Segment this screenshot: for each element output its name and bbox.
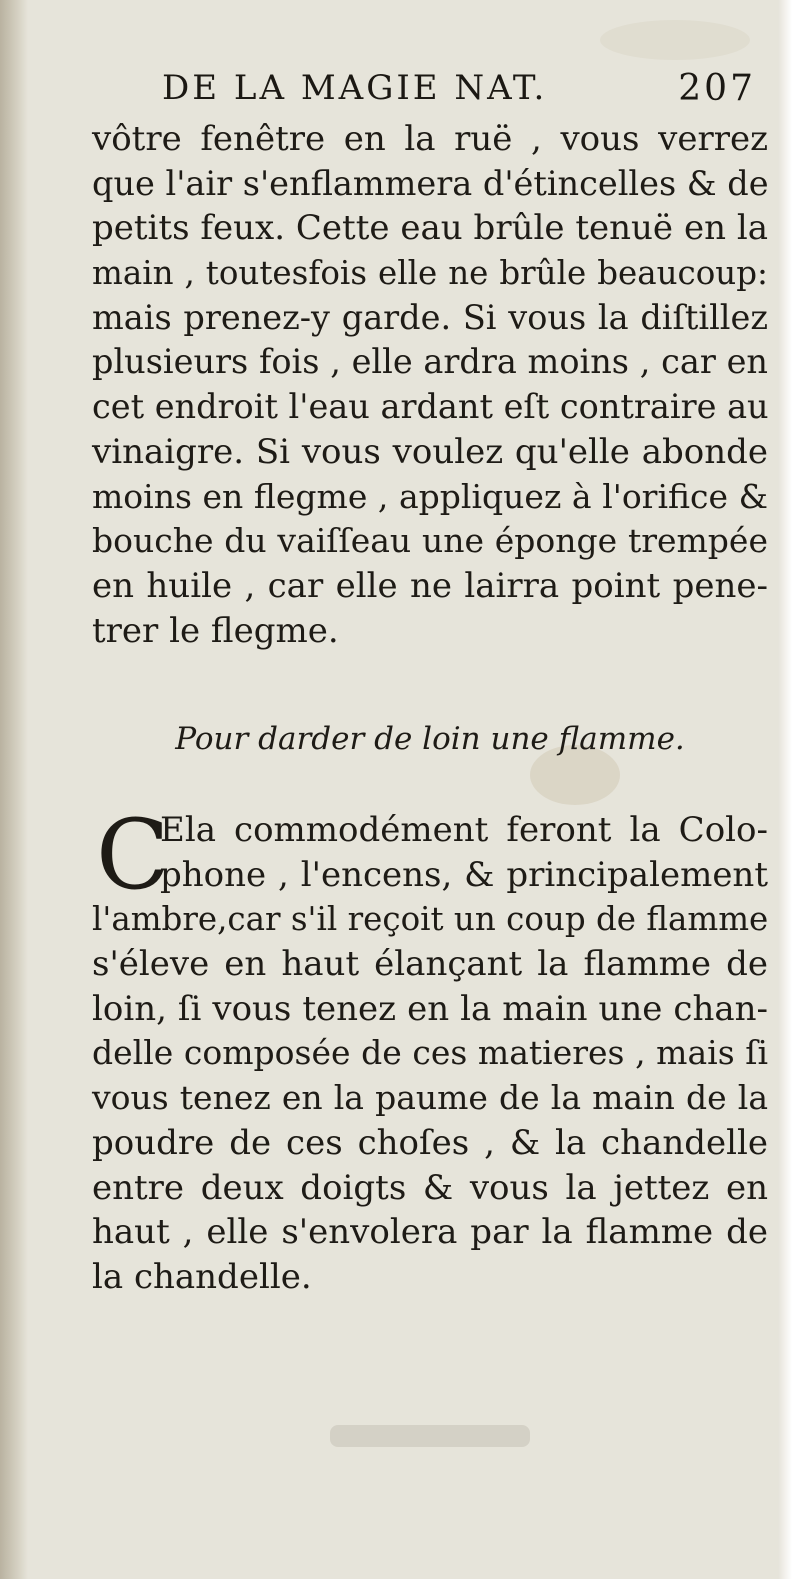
- text-line: haut , elle s'envolera par la flamme de: [92, 1212, 768, 1253]
- text-line: que l'air s'enflammera d'étincelles & de: [92, 163, 769, 203]
- text-line: main , toutesfois elle ne brûle beaucoup:: [92, 254, 768, 293]
- text-line: s'éleve en haut élançant la flamme de: [92, 944, 768, 985]
- text-line: vôtre fenêtre en la ruë , vous verrez: [92, 119, 768, 159]
- text-line: vinaigre. Si vous voulez qu'elle abonde: [92, 431, 768, 472]
- paper-stain: [600, 20, 750, 60]
- text-line: vous tenez en la paume de la main de la: [92, 1078, 768, 1118]
- drop-cap: C: [96, 799, 170, 911]
- paragraph-2: [92, 897, 768, 1299]
- text-line: mais prenez-y garde. Si vous la diſtillez: [92, 297, 768, 337]
- running-title: DE LA MAGIE NAT.: [162, 68, 548, 108]
- text-line: trer le flegme.: [92, 610, 339, 651]
- text-line: l'ambre,car s'il reçoit un coup de flamme: [92, 900, 769, 939]
- text-line: petits feux. Cette eau brûle tenuë en la: [92, 208, 768, 249]
- text-line: en huile , car elle ne lairra point pene-: [92, 565, 768, 606]
- text-line: phone , l'encens, & principalement: [160, 854, 768, 895]
- text-line: delle composée de ces matieres , mais ſi: [92, 1033, 768, 1073]
- running-head: [150, 68, 780, 118]
- page-number: 207: [678, 68, 756, 109]
- faded-ink-area: [330, 1425, 530, 1447]
- text-line: Ela commodément feront la Colo-: [160, 810, 768, 850]
- section-heading: Pour darder de loin une flamme.: [175, 721, 685, 757]
- text-line: bouche du vaiſſeau une éponge trempée: [92, 521, 768, 561]
- text-line: moins en flegme , appliquez à l'orifice &: [92, 476, 768, 516]
- text-line: plusieurs fois , elle ardra moins , car en: [92, 342, 768, 382]
- text-line: cet endroit l'eau ardant eſt contraire au: [92, 387, 769, 427]
- text-line: la chandelle.: [92, 1256, 312, 1297]
- text-line: loin, ſi vous tenez en la main une chan-: [92, 988, 768, 1029]
- text-line: entre deux doigts & vous la jettez en: [92, 1167, 768, 1208]
- paragraph-2-opening: [160, 808, 768, 897]
- paragraph-1: [92, 117, 768, 653]
- text-line: poudre de ces choſes , & la chandelle: [92, 1122, 768, 1163]
